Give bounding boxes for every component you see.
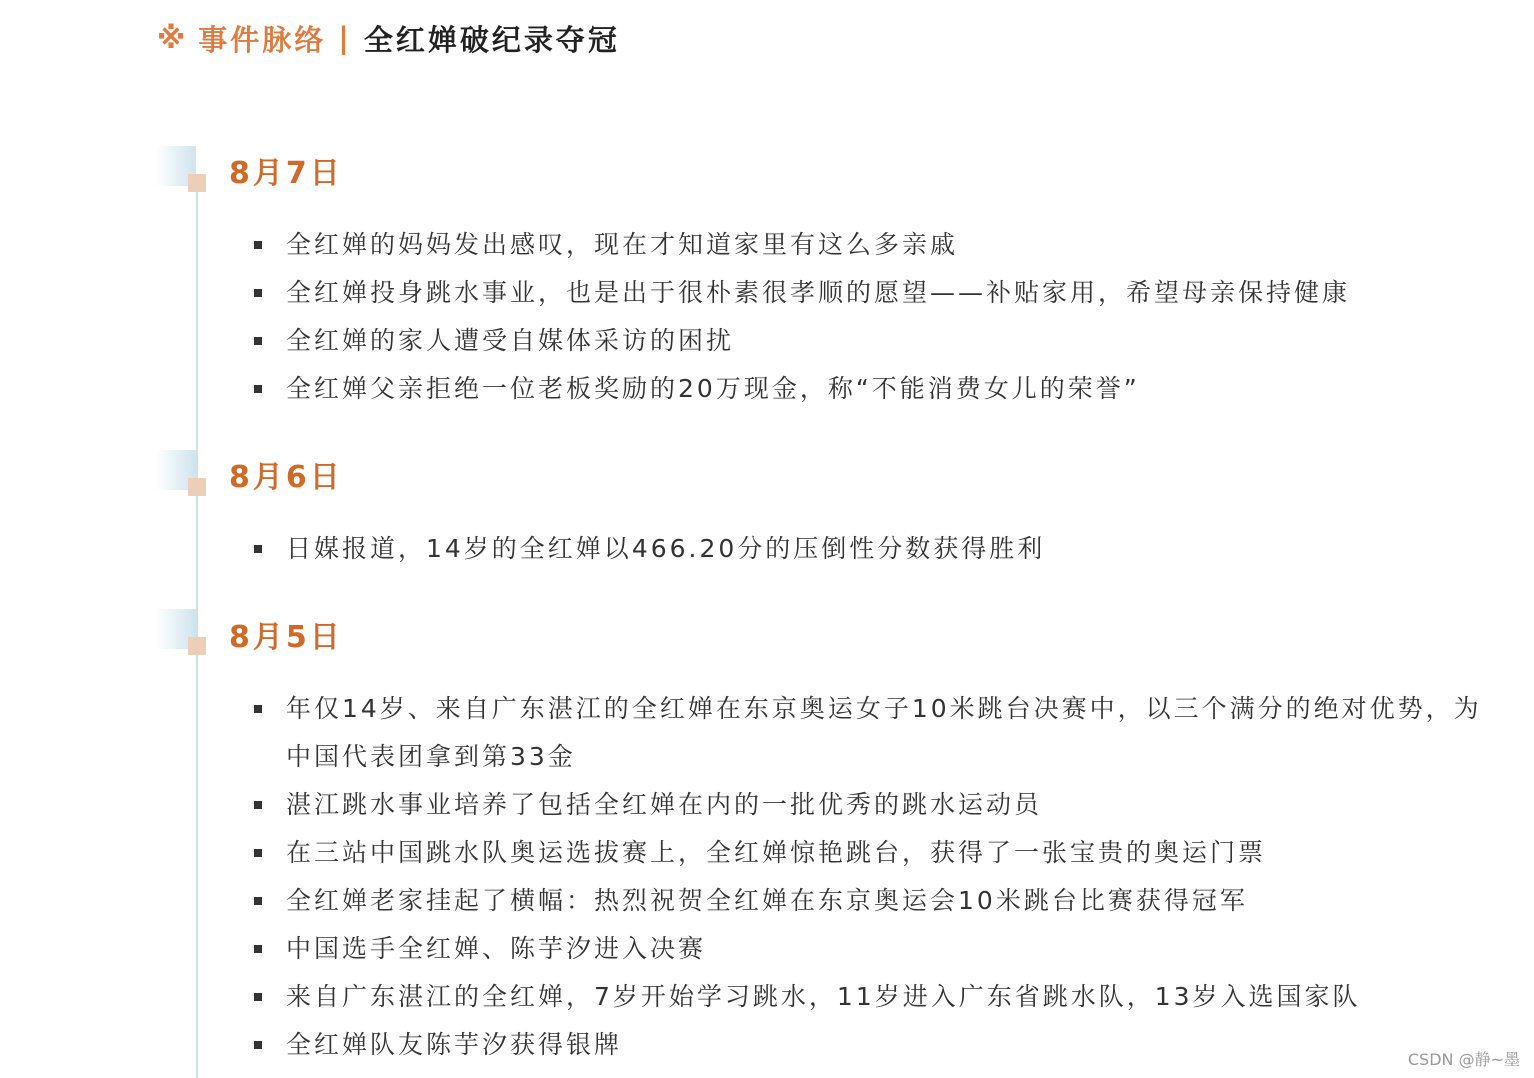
event-list xyxy=(252,685,1492,1069)
list-item: 年仅14岁、来自广东湛江的全红婵在东京奥运女子10米跳台决赛中，以三个满分的绝对优势，为中国代表团拿到第33金 xyxy=(252,685,1492,781)
square-bullet-icon xyxy=(254,993,262,1001)
timeline-marker xyxy=(156,146,210,190)
timeline-date: 8月6日 xyxy=(229,460,343,495)
event-list xyxy=(252,525,1492,573)
square-bullet-icon xyxy=(254,385,262,393)
timeline-date: 8月7日 xyxy=(229,156,343,191)
square-bullet-icon xyxy=(254,545,262,553)
square-bullet-icon xyxy=(254,897,262,905)
timeline-marker xyxy=(156,609,210,653)
header-separator: | xyxy=(338,21,352,55)
list-item: 全红婵的妈妈发出感叹，现在才知道家里有这么多亲戚 xyxy=(252,221,1492,269)
list-item: 全红婵队友陈芋汐获得银牌 xyxy=(252,1021,1492,1069)
list-item: 全红婵投身跳水事业，也是出于很朴素很孝顺的愿望——补贴家用，希望母亲保持健康 xyxy=(252,269,1492,317)
list-item: 全红婵老家挂起了横幅：热烈祝贺全红婵在东京奥运会10米跳台比赛获得冠军 xyxy=(252,877,1492,925)
square-bullet-icon xyxy=(254,1041,262,1049)
list-item: 中国选手全红婵、陈芋汐进入决赛 xyxy=(252,925,1492,973)
timeline-date: 8月5日 xyxy=(229,620,343,655)
square-bullet-icon xyxy=(254,945,262,953)
list-item: 日媒报道，14岁的全红婵以466.20分的压倒性分数获得胜利 xyxy=(252,525,1492,573)
square-bullet-icon xyxy=(254,705,262,713)
event-list xyxy=(252,221,1492,413)
list-item: 在三站中国跳水队奥运选拔赛上，全红婵惊艳跳台，获得了一张宝贵的奥运门票 xyxy=(252,829,1492,877)
watermark: CSDN @静~墨 xyxy=(1407,1050,1520,1069)
square-bullet-icon xyxy=(254,241,262,249)
list-item: 来自广东湛江的全红婵，7岁开始学习跳水，11岁进入广东省跳水队，13岁入选国家队 xyxy=(252,973,1492,1021)
square-bullet-icon xyxy=(254,337,262,345)
list-item: 全红婵父亲拒绝一位老板奖励的20万现金，称“不能消费女儿的荣誉” xyxy=(252,365,1492,413)
list-item: 全红婵的家人遭受自媒体采访的困扰 xyxy=(252,317,1492,365)
page-title: 全红婵破纪录夺冠 xyxy=(363,22,620,57)
section-label: 事件脉络 xyxy=(198,22,327,57)
square-bullet-icon xyxy=(254,289,262,297)
square-bullet-icon xyxy=(254,849,262,857)
section-header xyxy=(157,18,620,58)
list-item: 湛江跳水事业培养了包括全红婵在内的一批优秀的跳水运动员 xyxy=(252,781,1492,829)
timeline-marker xyxy=(156,450,210,494)
reference-mark-icon: ※ xyxy=(157,21,189,55)
square-bullet-icon xyxy=(254,801,262,809)
